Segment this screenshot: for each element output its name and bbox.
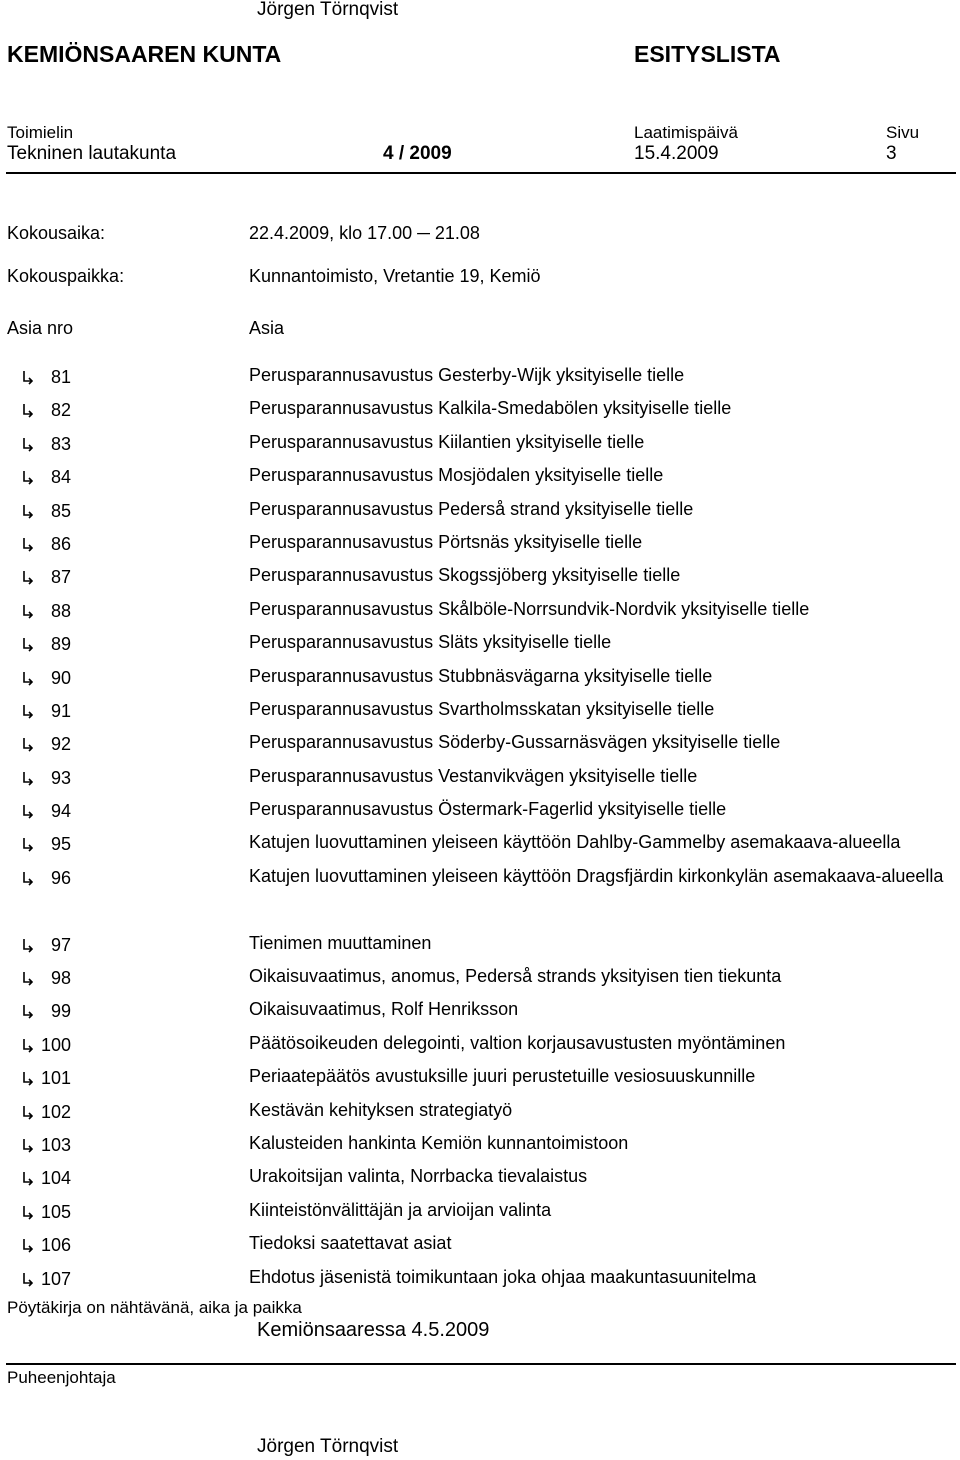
minutes-label: Pöytäkirja on nähtävänä, aika ja paikka xyxy=(7,1298,302,1317)
agenda-item-number: 91 xyxy=(50,700,71,721)
agenda-item-title: Perusparannusavustus Svartholmsskatan yksityiselle tielle xyxy=(249,698,715,719)
list-marker-icon xyxy=(21,504,33,522)
list-marker-icon xyxy=(21,570,33,588)
agenda-item-title: Oikaisuvaatimus, Rolf Henriksson xyxy=(249,999,519,1020)
agenda-item-number: 96 xyxy=(50,867,71,888)
agenda-item-number: 95 xyxy=(50,834,71,855)
agenda-item-number: 86 xyxy=(50,533,71,554)
meeting-place-value: Kunnantoimisto, Vretantie 19, Kemiö xyxy=(249,266,541,286)
agenda-item-title: Perusparannusavustus Söderby-Gussarnäsvägen yksityiselle tielle xyxy=(249,732,781,753)
body-label: Toimielin xyxy=(7,123,74,142)
column-header-number: Asia nro xyxy=(7,318,74,338)
list-marker-icon xyxy=(21,771,33,789)
list-marker-icon xyxy=(21,1205,33,1223)
agenda-item-title: Perusparannusavustus Östermark-Fagerlid yksityiselle tielle xyxy=(249,799,727,820)
header-divider xyxy=(6,172,956,174)
list-marker-icon xyxy=(21,1138,33,1156)
agenda-item-title: Perusparannusavustus Skogssjöberg yksityiselle tielle xyxy=(249,565,681,586)
agenda-item-title: Kestävän kehityksen strategiatyö xyxy=(249,1099,513,1120)
agenda-list xyxy=(0,364,960,1299)
agenda-item-title: Perusparannusavustus Kiilantien yksityiselle tielle xyxy=(249,431,645,452)
page-value: 3 xyxy=(886,143,897,164)
agenda-item-number: 101 xyxy=(40,1068,71,1089)
agenda-item-title: Katujen luovuttaminen yleiseen käyttöön Dragsfjärdin kirkonkylän asemakaava-alueella xyxy=(249,865,944,886)
date-value: 15.4.2009 xyxy=(634,143,719,164)
agenda-item-title: Katujen luovuttaminen yleiseen käyttöön Dahlby-Gammelby asemakaava-alueella xyxy=(249,832,901,853)
chair-name: Jörgen Törnqvist xyxy=(257,1436,399,1457)
column-header-subject: Asia xyxy=(249,318,285,338)
list-marker-icon xyxy=(21,403,33,421)
agenda-item-title: Tiedoksi saatettavat asiat xyxy=(249,1233,452,1254)
agenda-item-title: Perusparannusavustus Gesterby-Wijk yksityiselle tielle xyxy=(249,365,685,385)
list-marker-icon xyxy=(21,1171,33,1189)
organization-name: KEMIÖNSAAREN KUNTA xyxy=(7,41,282,67)
list-marker-icon xyxy=(21,470,33,488)
agenda-item-title: Perusparannusavustus Pederså strand yksityiselle tielle xyxy=(249,498,694,519)
agenda-item-number: 105 xyxy=(40,1201,71,1222)
agenda-item-title: Päätösoikeuden delegointi, valtion korjausavustusten myöntäminen xyxy=(249,1032,786,1053)
list-marker-icon xyxy=(21,1004,33,1022)
agenda-item-title: Perusparannusavustus Mosjödalen yksityiselle tielle xyxy=(249,465,664,486)
agenda-item-number: 89 xyxy=(50,634,71,655)
agenda-item-number: 84 xyxy=(50,467,71,488)
agenda-item-title: Kalusteiden hankinta Kemiön kunnantoimistoon xyxy=(249,1133,629,1153)
chair-label: Puheenjohtaja xyxy=(7,1368,116,1387)
agenda-item-number: 92 xyxy=(50,734,71,755)
list-marker-icon xyxy=(21,604,33,622)
agenda-item-number: 106 xyxy=(40,1235,71,1256)
agenda-item-number: 102 xyxy=(40,1101,71,1122)
list-marker-icon xyxy=(21,437,33,455)
agenda-item-title: Urakoitsijan valinta, Norrbacka tievalaistus xyxy=(249,1166,588,1187)
meeting-time-value: 22.4.2009, klo 17.00 ─ 21.08 xyxy=(249,223,480,243)
list-marker-icon xyxy=(21,671,33,689)
body-value: Tekninen lautakunta xyxy=(7,143,177,164)
agenda-item-title: Periaatepäätös avustuksille juuri perustetuille vesiosuuskunnille xyxy=(249,1066,756,1087)
signature-divider xyxy=(6,1363,956,1365)
list-marker-icon xyxy=(21,871,33,889)
agenda-item-number: 82 xyxy=(50,400,71,421)
meeting-number: 4 / 2009 xyxy=(383,143,452,164)
agenda-item xyxy=(0,1266,960,1299)
agenda-item-title: Perusparannusavustus Vestanvikvägen yksityiselle tielle xyxy=(249,765,698,786)
agenda-item-number: 94 xyxy=(50,801,71,822)
list-marker-icon xyxy=(21,370,33,388)
agenda-item-title: Perusparannusavustus Stubbnäsvägarna yksityiselle tielle xyxy=(249,665,713,686)
agenda-item-number: 90 xyxy=(50,667,71,688)
meeting-place-label: Kokouspaikka: xyxy=(7,266,125,286)
agenda-item-title: Ehdotus jäsenistä toimikuntaan joka ohjaa maakuntasuunitelma xyxy=(249,1266,757,1287)
page-label: Sivu xyxy=(886,123,920,142)
list-marker-icon xyxy=(21,971,33,989)
agenda-item-number: 93 xyxy=(50,767,71,788)
list-marker-icon xyxy=(21,837,33,855)
agenda-item-number: 97 xyxy=(50,934,71,955)
agenda-item-title: Perusparannusavustus Skålböle-Norrsundvik-Nordvik yksityiselle tielle xyxy=(249,598,810,619)
list-marker-icon xyxy=(21,737,33,755)
agenda-item-title: Kiinteistönvälittäjän ja arvioijan valinta xyxy=(249,1199,552,1220)
agenda-item-number: 104 xyxy=(40,1168,71,1189)
agenda-item-number: 87 xyxy=(50,567,71,588)
agenda-item-title: Perusparannusavustus Pörtsnäs yksityiselle tielle xyxy=(249,531,643,552)
list-marker-icon xyxy=(21,804,33,822)
agenda-item-title: Tienimen muuttaminen xyxy=(249,932,432,953)
list-marker-icon xyxy=(21,1105,33,1123)
agenda-item-title: Perusparannusavustus Släts yksityiselle tielle xyxy=(249,632,612,653)
agenda-item-number: 85 xyxy=(50,500,71,521)
list-marker-icon xyxy=(21,1272,33,1290)
agenda-item-title: Perusparannusavustus Kalkila-Smedabölen yksityiselle tielle xyxy=(249,398,732,419)
document-type: ESITYSLISTA xyxy=(634,41,781,67)
meeting-time-label: Kokousaika: xyxy=(7,223,106,243)
agenda-item-number: 88 xyxy=(50,600,71,621)
list-marker-icon xyxy=(21,1071,33,1089)
author-name: Jörgen Törnqvist xyxy=(257,0,399,20)
agenda-item-number: 100 xyxy=(40,1034,71,1055)
list-marker-icon xyxy=(21,938,33,956)
minutes-value: Kemiönsaaressa 4.5.2009 xyxy=(257,1319,490,1341)
agenda-item xyxy=(0,865,960,932)
agenda-item-number: 107 xyxy=(40,1268,71,1289)
list-marker-icon xyxy=(21,704,33,722)
date-label: Laatimispäivä xyxy=(634,123,738,142)
agenda-item-title: Oikaisuvaatimus, anomus, Pederså strands yksityisen tien tiekunta xyxy=(249,966,782,987)
agenda-item-number: 81 xyxy=(50,367,71,387)
agenda-item-number: 99 xyxy=(50,1001,71,1022)
list-marker-icon xyxy=(21,537,33,555)
list-marker-icon xyxy=(21,637,33,655)
agenda-item-number: 103 xyxy=(40,1135,71,1155)
list-marker-icon xyxy=(21,1238,33,1256)
list-marker-icon xyxy=(21,1038,33,1056)
agenda-item-number: 98 xyxy=(50,968,71,989)
agenda-item-number: 83 xyxy=(50,433,71,454)
